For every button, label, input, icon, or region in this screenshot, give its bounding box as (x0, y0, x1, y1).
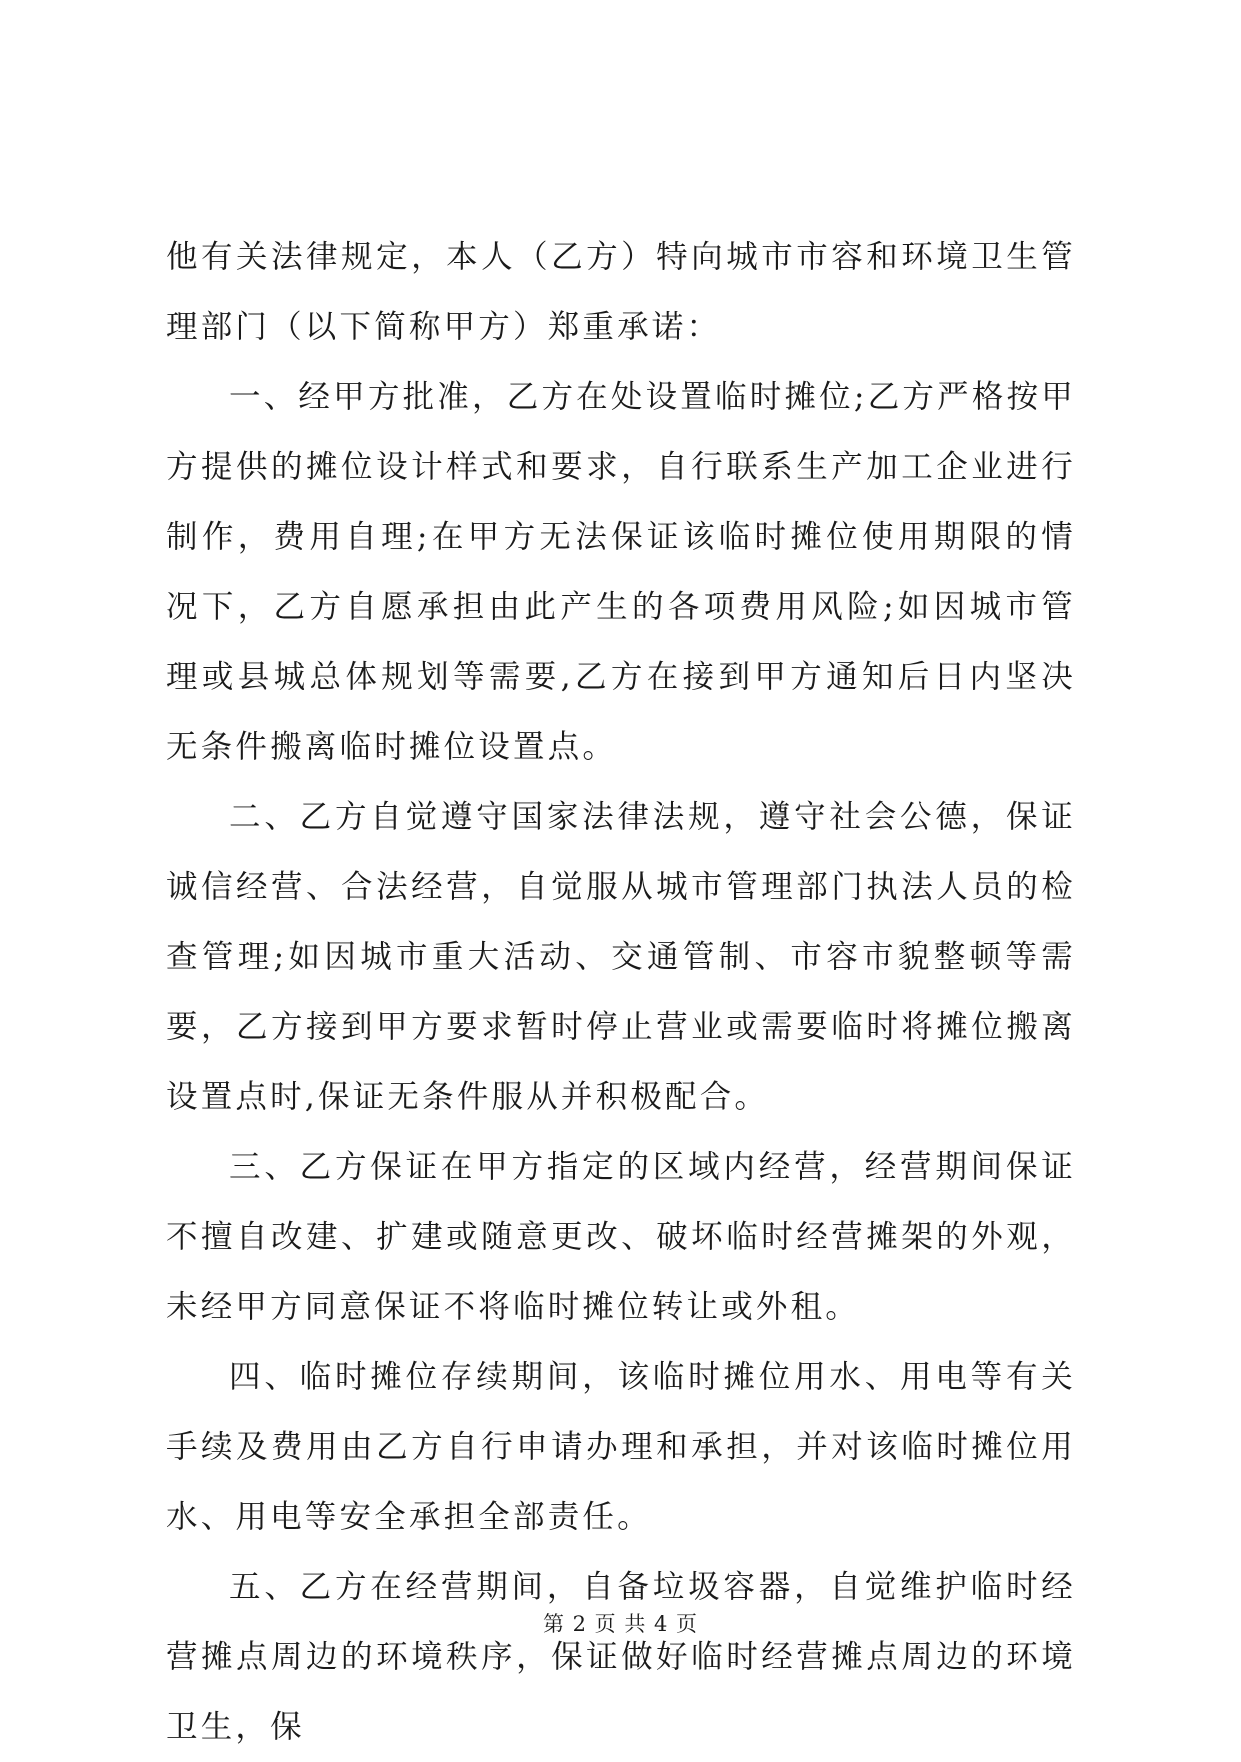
paragraph-clause-5: 五、乙方在经营期间，自备垃圾容器，自觉维护临时经营摊点周边的环境秩序，保证做好临时经营摊点周边的环境卫生，保 (166, 1569, 1076, 1745)
paragraph-clause-1: 一、经甲方批准，乙方在处设置临时摊位;乙方严格按甲方提供的摊位设计样式和要求，自行联系生产加工企业进行制作，费用自理;在甲方无法保证该临时摊位使用期限的情况下，乙方自愿承担由此产生的各项费用风险;如因城市管理或县城总体规划等需要,乙方在接到甲方通知后日内坚决无条件搬离临时摊位设置点。 (166, 379, 1076, 765)
paragraph-continuation: 他有关法律规定，本人（乙方）特向城市市容和环境卫生管理部门（以下简称甲方）郑重承诺： (166, 239, 1076, 345)
paragraph-clause-2: 二、乙方自觉遵守国家法律法规，遵守社会公德，保证诚信经营、合法经营，自觉服从城市管理部门执法人员的检查管理;如因城市重大活动、交通管制、市容市貌整顿等需要，乙方接到甲方要求暂时停止营业或需要临时将摊位搬离设置点时,保证无条件服从并积极配合。 (166, 799, 1076, 1115)
paragraph-clause-4: 四、临时摊位存续期间，该临时摊位用水、用电等有关手续及费用由乙方自行申请办理和承担，并对该临时摊位用水、用电等安全承担全部责任。 (166, 1359, 1076, 1535)
document-body (166, 222, 1076, 1762)
paragraph-clause-3: 三、乙方保证在甲方指定的区域内经营，经营期间保证不擅自改建、扩建或随意更改、破坏临时经营摊架的外观，未经甲方同意保证不将临时摊位转让或外租。 (166, 1149, 1076, 1325)
page-number-footer: 第 2 页 共 4 页 (542, 1612, 699, 1636)
